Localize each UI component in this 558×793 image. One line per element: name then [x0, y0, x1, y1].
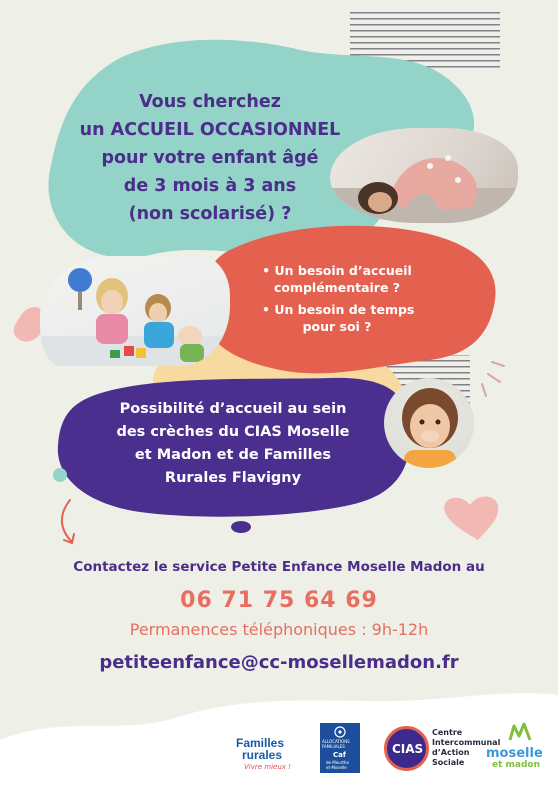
logo-moselle-line2: et madon — [492, 760, 541, 770]
logo-caf — [320, 723, 360, 773]
teal-dot — [53, 468, 67, 482]
logo-caf-line1: ALLOCATIONS — [322, 739, 350, 744]
logo-caf-line4: et-Moselle — [326, 765, 347, 770]
needs-item — [262, 301, 415, 335]
contact-intro: Contactez le service Petite Enfance Moselle Madon au — [73, 559, 485, 575]
logo-caf-mark: Caf — [333, 751, 346, 759]
logo-cias-line1: Centre — [432, 728, 463, 737]
caf-emblem-icon — [332, 725, 348, 739]
logo-cias-line3: d’Action — [432, 748, 470, 757]
headline-line: un ACCUEIL OCCASIONNEL — [79, 120, 341, 140]
logo-cias-mark: CIAS — [392, 742, 424, 756]
logo-familles-line2: rurales — [242, 748, 283, 762]
logo-moselle-madon — [484, 722, 544, 777]
headline-line: pour votre enfant âgé — [101, 148, 319, 168]
logo-familles-rurales — [236, 730, 300, 780]
needs-item-line: • Un besoin d’accueil — [262, 263, 412, 278]
needs-item-line: complémentaire ? — [273, 280, 401, 295]
moselle-madon-mark-icon — [508, 722, 532, 742]
purple-dot — [231, 521, 251, 533]
needs-item — [262, 262, 412, 296]
needs-list — [262, 262, 415, 340]
photo-kids-playing — [40, 256, 230, 366]
offer-line: et Madon et de Familles — [134, 447, 332, 463]
logo-familles-tagline: Vivre mieux ! — [244, 763, 291, 771]
needs-item-line: pour soi ? — [302, 319, 372, 334]
headline-line: (non scolarisé) ? — [128, 204, 292, 224]
heart-icon — [444, 496, 498, 540]
headline-line: de 3 mois à 3 ans — [123, 176, 297, 196]
sparkle-icon — [482, 362, 504, 396]
headline — [60, 88, 360, 228]
contact-hours: Permanences téléphoniques : 9h-12h — [129, 620, 429, 639]
logo-cias — [384, 726, 429, 771]
offer-line: Rurales Flavigny — [164, 470, 302, 486]
logo-cias-line2: Intercommunal — [432, 738, 501, 747]
offer-line: des crèches du CIAS Moselle — [116, 424, 350, 440]
logo-moselle-line1: moselle — [486, 746, 543, 761]
logo-caf-line3: de Meurthe — [326, 760, 349, 765]
curved-arrow-icon — [62, 500, 74, 543]
logo-caf-line2: FAMILIALES — [322, 744, 345, 749]
contact-phone[interactable]: 06 71 75 64 69 — [180, 588, 378, 613]
offer-text — [78, 398, 388, 490]
contact-email[interactable]: petiteenfance@cc-mosellemadon.fr — [99, 652, 459, 673]
logo-cias-line4: Sociale — [432, 758, 465, 767]
offer-line: Possibilité d’accueil au sein — [119, 401, 347, 417]
photo-smiling-child — [384, 378, 474, 468]
needs-item-line: • Un besoin de temps — [262, 302, 415, 317]
logo-familles-line1: Familles — [236, 736, 285, 750]
headline-line: Vous cherchez — [139, 92, 281, 112]
